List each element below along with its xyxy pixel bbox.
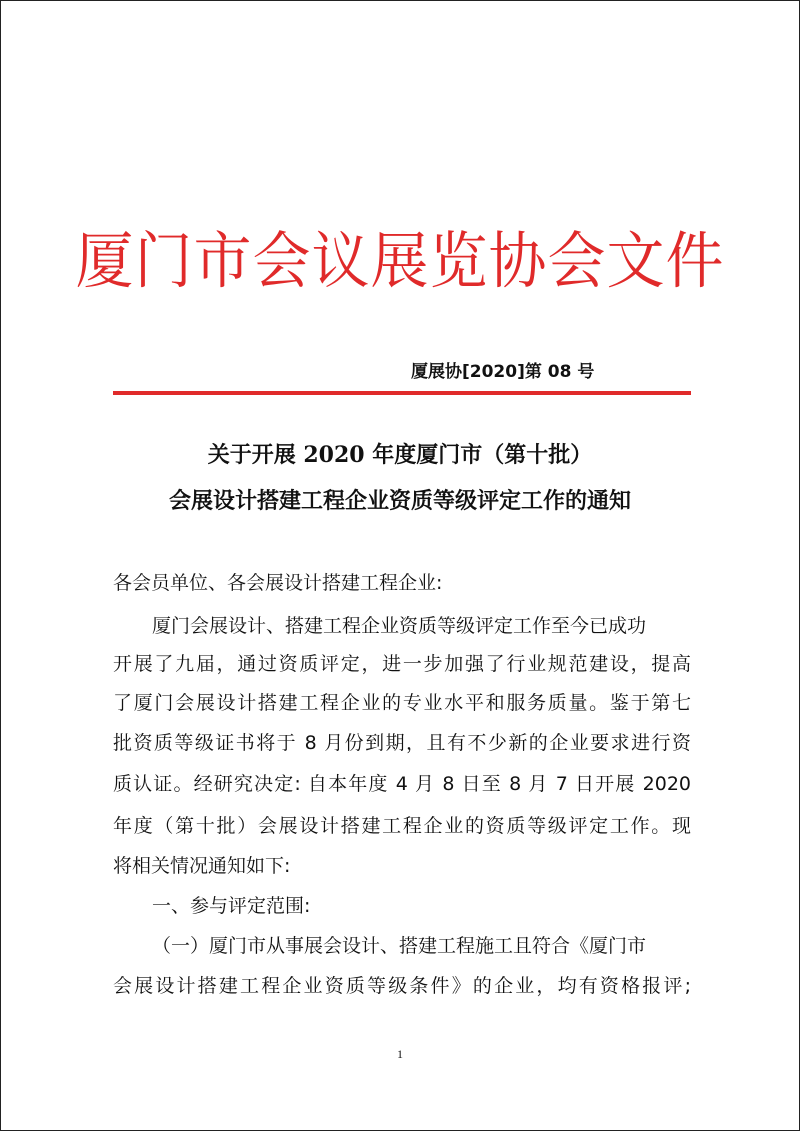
body-line: 将相关情况通知如下:	[113, 855, 291, 877]
document-number: 厦展协[2020]第 08 号	[411, 362, 595, 382]
salutation: 各会员单位、各会展设计搭建工程企业:	[113, 572, 443, 594]
organization-header: 厦门市会议展览协会文件	[75, 224, 725, 298]
body-line: 年度（第十批）会展设计搭建工程企业的资质等级评定工作。现	[113, 815, 691, 837]
body-line: 会展设计搭建工程企业资质等级条件》的企业，均有资格报评;	[113, 975, 691, 997]
notice-title-line-2: 会展设计搭建工程企业资质等级评定工作的通知	[168, 488, 631, 514]
body-line: 厦门会展设计、搭建工程企业资质等级评定工作至今已成功	[152, 615, 647, 637]
body-line: （一）厦门市从事展会设计、搭建工程施工且符合《厦门市	[152, 935, 647, 957]
body-line: 了厦门会展设计搭建工程企业的专业水平和服务质量。鉴于第七	[113, 692, 691, 714]
page-number: 1	[397, 1047, 403, 1061]
section-heading: 一、参与评定范围:	[152, 895, 311, 917]
body-line: 质认证。经研究决定: 自本年度 4 月 8 日至 8 月 7 日开展 2020	[113, 773, 691, 795]
notice-title-line-1: 关于开展 2020 年度厦门市（第十批）	[207, 442, 593, 468]
body-line: 批资质等级证书将于 8 月份到期，且有不少新的企业要求进行资	[113, 732, 691, 754]
body-line: 开展了九届，通过资质评定，进一步加强了行业规范建设，提高	[113, 653, 691, 675]
header-divider	[113, 391, 691, 395]
